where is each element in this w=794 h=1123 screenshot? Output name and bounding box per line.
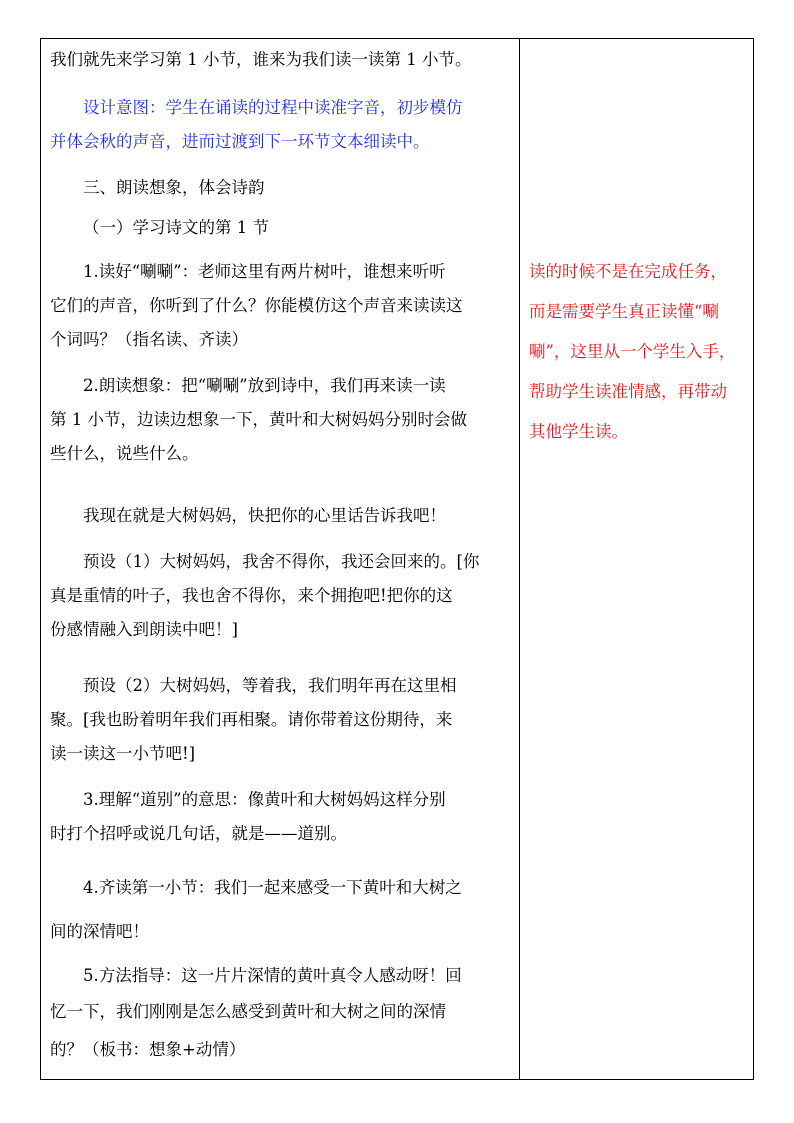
text-line: 忆一下，我们刚刚是怎么感受到黄叶和大树之间的深情 [50,1002,446,1021]
commentary-line: 帮助学生读准情感，再带动 [529,382,727,401]
text-line: 的？（板书：想象+动情） [50,1040,246,1059]
text-line: 个词吗？（指名读、齐读） [50,330,248,349]
text-line: 第 1 小节，边读边想象一下，黄叶和大树妈妈分别时会做 [50,410,467,429]
commentary-line: 其他学生读。 [529,422,628,441]
commentary-line: 读的时候不是在完成任务， [529,262,727,281]
text-line: 1.读好“唰唰”：老师这里有两片树叶，谁想来听听 [83,262,446,281]
text-line: 预设（1）大树妈妈，我舍不得你，我还会回来的。[你 [83,552,480,571]
text-line: 3.理解“道别”的意思：像黄叶和大树妈妈这样分别 [83,790,446,809]
text-line: 真是重情的叶子，我也舍不得你，来个拥抱吧!把你的这 [50,586,453,605]
commentary-line: 而是需要学生真正读懂“唰 [529,302,719,321]
lesson-plan-table [40,38,754,1080]
text-line: 间的深情吧！ [50,922,149,941]
design-note-line: 设计意图：学生在诵读的过程中读准字音，初步模仿 [83,98,463,117]
design-note-line: 并体会秋的声音，进而过渡到下一环节文本细读中。 [50,132,430,151]
text-line: 2.朗读想象：把“唰唰”放到诗中，我们再来读一读 [83,376,446,395]
text-line: 它们的声音，你听到了什么？你能模仿这个声音来读读这 [50,296,463,315]
text-line: 份感情融入到朗读中吧！] [50,620,238,639]
text-line: 4.齐读第一小节：我们一起来感受一下黄叶和大树之 [83,878,462,897]
text-line: 读一读这一小节吧!] [50,744,196,763]
commentary-line: 唰”，这里从一个学生入手， [529,342,736,361]
section-heading: 三、朗读想象，体会诗韵 [83,178,265,197]
column-divider [519,39,520,1079]
text-line: 聚。[我也盼着明年我们再相聚。请你带着这份期待，来 [50,710,453,729]
subsection-heading: （一）学习诗文的第 1 节 [83,218,269,237]
text-line: 预设（2）大树妈妈，等着我，我们明年再在这里相 [83,676,457,695]
text-line: 我们就先来学习第 1 小节，谁来为我们读一读第 1 小节。 [50,50,472,69]
text-line: 我现在就是大树妈妈，快把你的心里话告诉我吧！ [83,506,446,525]
text-line: 些什么，说些什么。 [50,444,199,463]
text-line: 时打个招呼或说几句话，就是——道别。 [50,824,347,843]
text-line: 5.方法指导：这一片片深情的黄叶真令人感动呀！回 [83,966,462,985]
